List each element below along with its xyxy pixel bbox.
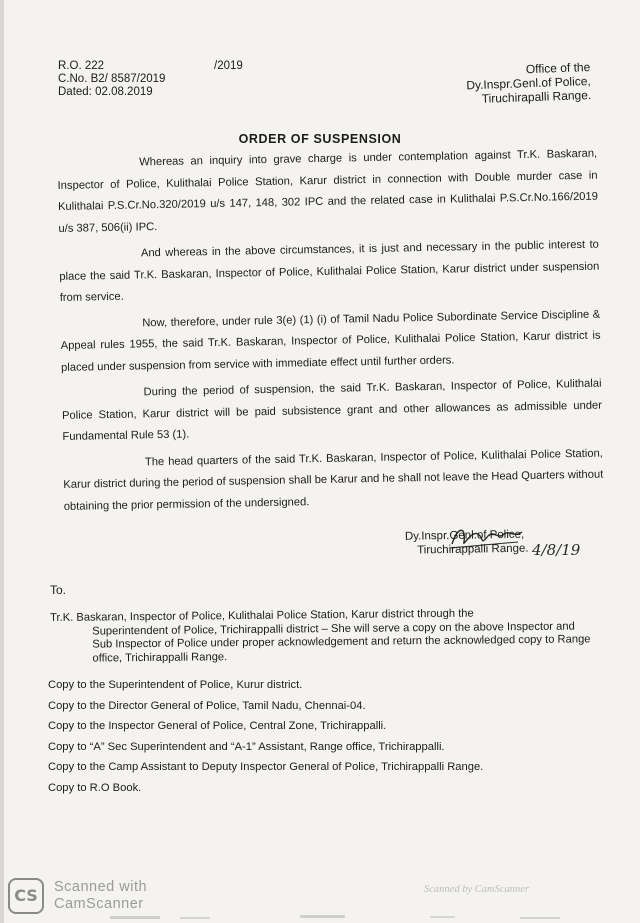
copy-item: Copy to the Camp Assistant to Deputy Inspector General of Police, Trichirappalli Range.	[48, 761, 484, 774]
addressee-line: Tr.K. Baskaran, Inspector of Police, Kulithalai Police Station, Karur district through the	[50, 607, 474, 624]
office-block	[420, 60, 591, 108]
camscanner-logo: CS	[8, 878, 44, 914]
signature-date-text: 4/8/19	[532, 541, 581, 559]
paragraph-rule: Now, therefore, under rule 3(e) (1) (i) of Tamil Nadu Police Subordinate Service Discipline & Appeal rules 1955, the said Tr.K. Baskaran, Inspector of Police, Kulithalai Police Station, Karur district is placed under suspension from service with immediate effect until further orders.	[60, 308, 601, 374]
order-title: ORDER OF SUSPENSION	[238, 132, 402, 146]
copy-item: Copy to “A” Sec Superintendent and “A-1” Assistant, Range office, Trichirappalli.	[48, 740, 445, 753]
signature-block	[405, 526, 605, 557]
paragraph-headquarters: The head quarters of the said Tr.K. Baskaran, Inspector of Police, Kulithalai Police Station, Karur district during the period of suspension shall be Karur and he shall not leave the Head Quarters without obtaining the prior permission of the undersigned.	[63, 447, 604, 513]
signatory-range: Tiruchirappalli Range.	[417, 542, 529, 557]
copy-item: Copy to the Superintendent of Police, Kurur district.	[48, 679, 303, 691]
office-line-3: Tiruchirapalli Range.	[481, 87, 592, 106]
bottom-bleed-artifacts	[0, 912, 640, 923]
reference-block	[58, 60, 243, 99]
copy-item: Copy to the Inspector General of Police, Central Zone, Trichirappalli.	[48, 720, 387, 733]
signatory-designation: Dy.Inspr.Genl.of Police,	[404, 528, 525, 543]
office-line-1: Office of the	[525, 60, 591, 77]
office-line-2: Dy.Inspr.Genl.of Police,	[466, 73, 591, 93]
case-number: C.No. B2/ 8587/2019	[58, 73, 166, 85]
copy-item: Copy to R.O Book.	[48, 781, 142, 794]
order-date: Dated: 02.08.2019	[58, 86, 153, 98]
copy-list	[48, 675, 608, 799]
faint-watermark: Scanned by CamScanner	[424, 884, 529, 895]
paragraph-circumstances: And whereas in the above circumstances, it is just and necessary in the public interest to place the said Tr.K. Baskaran, Inspector of Police, Kulithalai Police Station, Karur district under suspension from service.	[59, 238, 600, 304]
watermark-line-1: Scanned with	[54, 879, 148, 895]
to-label: To.	[50, 583, 67, 597]
order-body	[57, 144, 604, 523]
paragraph-inquiry: Whereas an inquiry into grave charge is under contemplation against Tr.K. Baskaran, Inspector of Police, Kulithalai Police Station, Karur district in connection with Double murder case in Kulithalai P.S.Cr.No.320/2019 u/s 147, 148, 302 IPC and the related case in Kulithalai P.S.Cr.No.166/2019 u/s 387, 506(ii) IPC.	[57, 147, 599, 235]
camscanner-watermark	[54, 879, 147, 913]
ro-number: R.O. 222	[58, 60, 105, 72]
addressee-block	[50, 606, 596, 666]
watermark-line-2: CamScanner	[54, 896, 144, 912]
ro-year: /2019	[214, 60, 243, 72]
copy-item: Copy to the Director General of Police, Tamil Nadu, Chennai-04.	[48, 699, 366, 712]
addressee-continuation: Superintendent of Police, Trichirappalli district – She will serve a copy on the above Inspector and Sub Inspector of Police under proper acknowledgement and return the acknowledged copy to Range office, Trichirappalli Range.	[92, 620, 591, 665]
paragraph-subsistence: During the period of suspension, the said Tr.K. Baskaran, Inspector of Police, Kulithalai Police Station, Karur district will be paid subsistence grant and other allowances as admissible under Fundamental Rule 53 (1).	[61, 377, 603, 443]
